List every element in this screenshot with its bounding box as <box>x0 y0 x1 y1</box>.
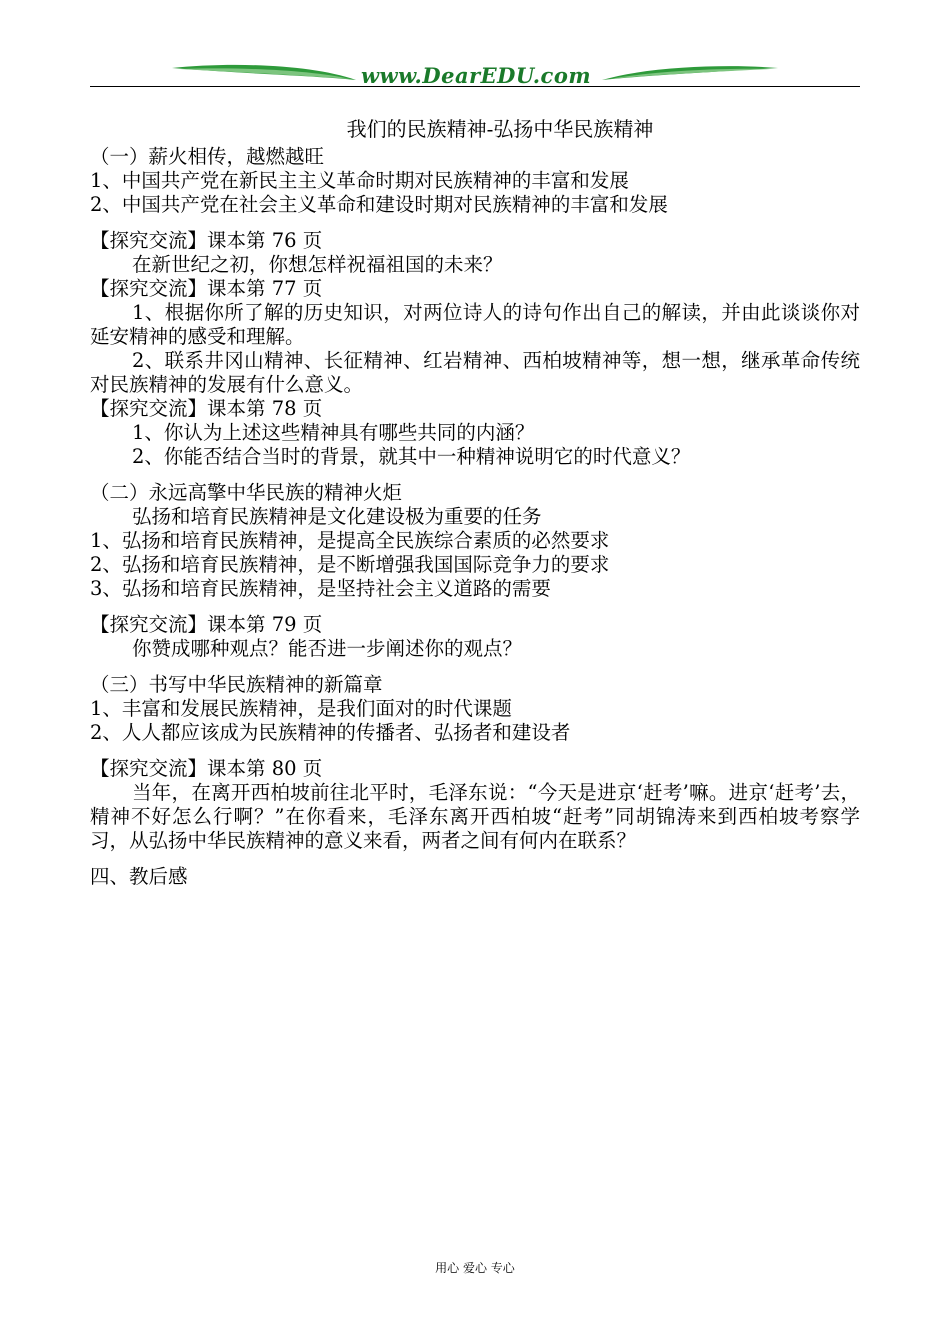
site-logo-text: www.DearEDU.com <box>360 63 592 88</box>
blank-line <box>90 469 860 481</box>
section-heading: （三）书写中华民族精神的新篇章 <box>90 673 383 696</box>
document-body <box>90 145 860 889</box>
section-heading: （一）薪火相传，越燃越旺 <box>90 145 325 168</box>
list-item: 1、弘扬和培育民族精神，是提高全民族综合素质的必然要求 <box>90 529 610 552</box>
exercise-question: 2、联系井冈山精神、长征精神、红岩精神、西柏坡精神等，想一想，继承革命传统对民族精神的发展有什么意义。 <box>90 349 860 396</box>
section-heading: 四、教后感 <box>90 865 188 888</box>
blank-line <box>90 601 860 613</box>
blank-line <box>90 217 860 229</box>
blank-line <box>90 661 860 673</box>
section-intro: 弘扬和培育民族精神是文化建设极为重要的任务 <box>132 505 542 528</box>
header-divider <box>90 86 860 87</box>
exercise-heading: 【探究交流】课本第 77 页 <box>90 277 323 300</box>
list-item: 2、人人都应该成为民族精神的传播者、弘扬者和建设者 <box>90 721 571 744</box>
exercise-heading: 【探究交流】课本第 79 页 <box>90 613 323 636</box>
exercise-heading: 【探究交流】课本第 80 页 <box>90 757 323 780</box>
list-item: 3、弘扬和培育民族精神，是坚持社会主义道路的需要 <box>90 577 551 600</box>
exercise-heading: 【探究交流】课本第 76 页 <box>90 229 323 252</box>
exercise-question: 在新世纪之初，你想怎样祝福祖国的未来？ <box>132 253 503 276</box>
exercise-question: 2、你能否结合当时的背景，就其中一种精神说明它的时代意义？ <box>132 445 691 468</box>
list-item: 2、弘扬和培育民族精神，是不断增强我国国际竞争力的要求 <box>90 553 610 576</box>
list-item: 2、中国共产党在社会主义革命和建设时期对民族精神的丰富和发展 <box>90 193 668 216</box>
document-title: 我们的民族精神-弘扬中华民族精神 <box>346 117 654 141</box>
exercise-heading: 【探究交流】课本第 78 页 <box>90 397 323 420</box>
list-item: 1、丰富和发展民族精神，是我们面对的时代课题 <box>90 697 512 720</box>
exercise-question: 1、根据你所了解的历史知识，对两位诗人的诗句作出自己的解读，并由此谈谈你对延安精神的感受和理解。 <box>90 301 860 348</box>
exercise-question: 当年，在离开西柏坡前往北平时，毛泽东说：“今天是进京‘赶考’嘛。进京‘赶考’去，精神不好怎么行啊？”在你看来，毛泽东离开西柏坡“赶考”同胡锦涛来到西柏坡考察学习，从弘扬中华民族精神的意义来看，两者之间有何内在联系？ <box>90 781 860 852</box>
page-footer: 用心 爱心 专心 <box>435 1261 515 1275</box>
list-item: 1、中国共产党在新民主主义革命时期对民族精神的丰富和发展 <box>90 169 629 192</box>
blank-line <box>90 853 860 865</box>
exercise-question: 你赞成哪种观点？能否进一步阐述你的观点？ <box>132 637 523 660</box>
blank-line <box>90 745 860 757</box>
exercise-question: 1、你认为上述这些精神具有哪些共同的内涵？ <box>132 421 535 444</box>
section-heading: （二）永远高擎中华民族的精神火炬 <box>90 481 403 504</box>
